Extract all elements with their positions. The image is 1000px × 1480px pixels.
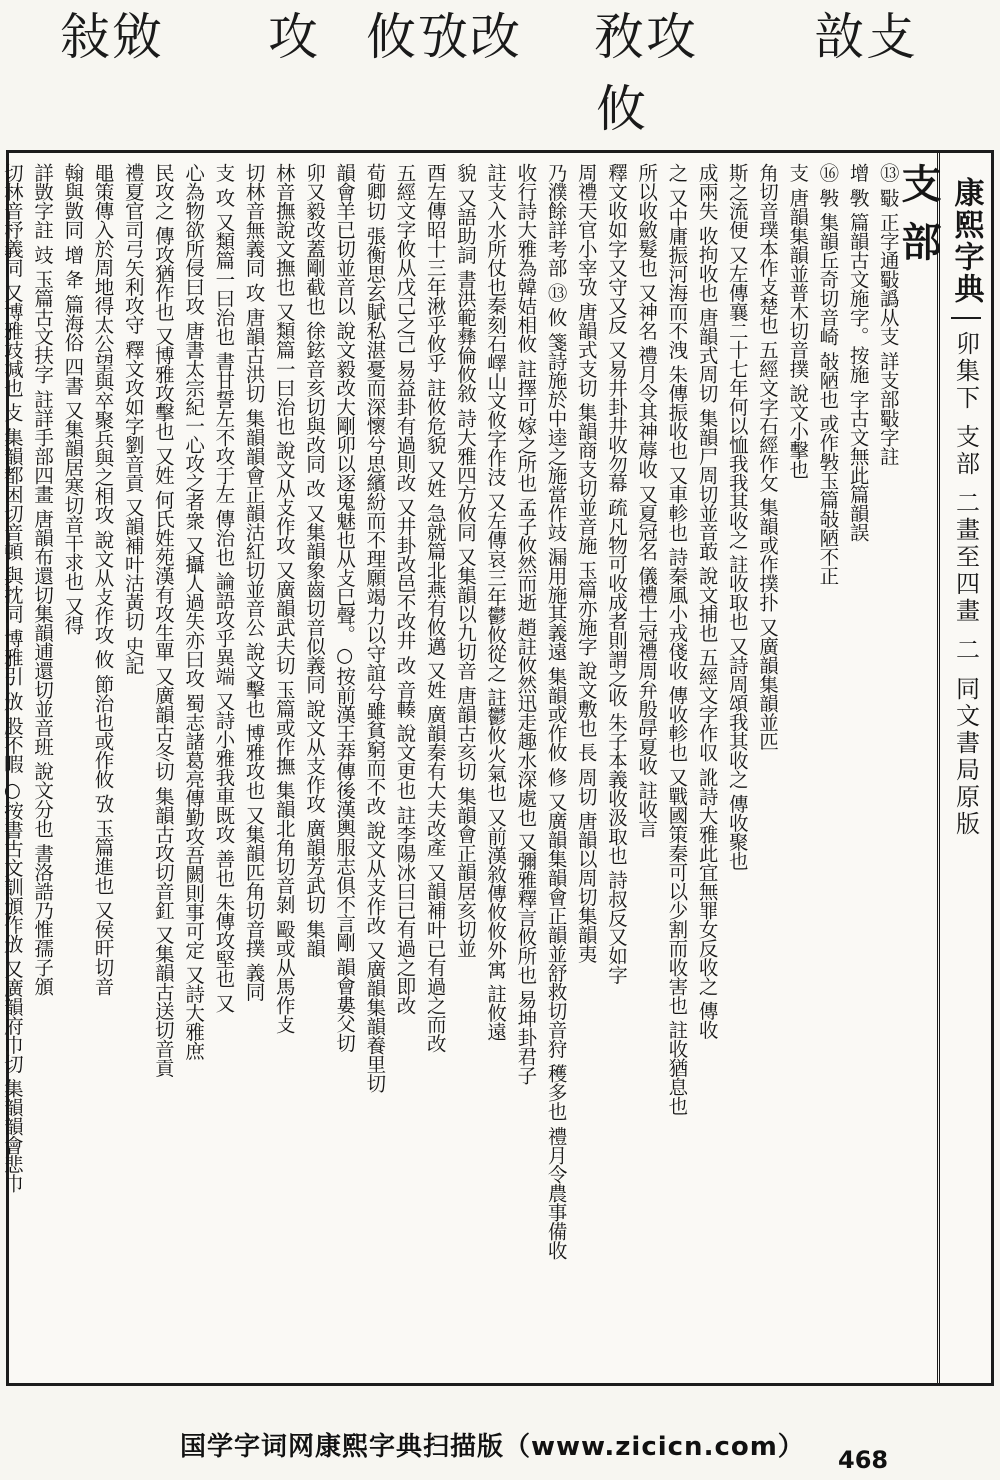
text-column: 切林音無義同 攻 唐韻古洪切 集韻韻會正韻沽紅切並音公 說文擊也 博雅攻也 又集韻匹角切音撲 義同 [242,163,266,1001]
seal-group-4: 敄攻 [594,8,698,66]
radical-heading: 支部 [895,163,942,279]
text-column: 黽策傳入於周地得太公望與卒聚兵與之相攻 說文从攴作攻 攸 節治也或作攸 攷 玉篇進也 又侯旰切音 [91,163,115,996]
text-column: 成兩失 收拘收也 唐韻式周切 集韻尸周切並音菆 說文捕也 五經文字作収 訛詩大雅此宜無罪女反收之 傳收 [695,163,719,1039]
seal-script-band [0,0,1000,148]
seal-group-5: 敨攴 [814,8,918,66]
text-column: 心為物欲所侵曰攻 唐書太宗紀一心攻之者衆 又攝人過失亦曰攻 蜀志諸葛亮傳勤攻吾闕則事可定 又詩大雅庶 [182,163,206,1060]
text-column: 收行詩大雅為韓姞相攸 註擇可嫁之所也 孟子攸然而逝 趙註攸然迅走趣水深處也 又彌雅釋言攸所也 易坤卦君子 [514,163,538,1085]
header-rule [951,317,981,319]
text-column: 支 唐韻集韻並普木切音撲 說文小擊也 [786,163,810,479]
volume-section: 卯集下 [951,331,980,412]
text-column: 貌 又語助詞 書洪範彝倫攸敘 詩大雅四方攸同 又集韻以九切音 唐韻古亥切 集韻會正韻居亥切並 [453,163,477,958]
text-column: ⑬ 斀 正字通斀譌从支 詳支部斀字註 [876,163,900,466]
footer [0,1400,1000,1480]
publisher: 同文書局原版 [951,676,980,838]
text-column: 斯之流便 又左傳襄二十七年何以恤我我其收之 註收取也 又詩周頌我其收之 傳收聚也 [725,163,749,870]
text-column: 增 斆 篇韻古文施字。按施 字古文無此篇韻誤 [846,163,870,542]
text-column: 釋文收如字又守又反 又易井卦井收勿幕 疏凡物可收成者則謂之收 朱子本義收汲取也 詩叔反又如字 [604,163,628,984]
text-column: 切林音杼義同 又博雅攱減也 攴 集韻都困切音頓 與抌同 博雅引 攽 股不暇 ○按書古文訓頒作攽 又廣韻府巾切 集韻韻會悲巾 [0,163,24,1193]
seal-group-1: 敍敓 [60,8,164,66]
seal-group-3: 攸攷改 [366,8,522,66]
text-column: 韻會羊已切並音以 說文毅改大剛卯以逐鬼魅也从攴巳聲。○按前漢王莽傳後漢輿服志俱不言剛 韻會婁父切 [333,163,357,1052]
text-column: 所以收斂髮也 又神名 禮月令其神蓐收 又夏冠名 儀禮士冠禮周弁殷冔夏收 註收言 [635,163,659,838]
scan-watermark: 国学字词网康熙字典扫描版（www.zicicn.com） [180,1432,805,1462]
radical-label: 支部 [951,424,980,478]
text-column: 禮夏官司弓矢利攻守 釋文攻如字劉音貢 又韻補叶沽黃切 史記 [121,163,145,675]
dictionary-body [0,159,942,1377]
text-column: 翰與敳同 增 夅 篇海俗 四書 又集韻居寒切音干求也 又得 [61,163,85,635]
text-column: 卯又毅改蓋剛截也 徐鉉音亥切與改同 改 又集韻象齒切音似義同 說文从支作攻 廣韻芳武切 集韻 [302,163,326,958]
text-column: 民攻之 傳攻猶作也 又博雅攻擊也 又姓 何氏姓苑漢有攻生單 又廣韻古冬切 集韻古攻切音釭 又集韻古送切音貢 [151,163,175,1077]
seal-group-2: 攻 [268,8,320,66]
text-column: 註支入水所仗也秦刻石嶧山文攸字作汥 又左傳哀三年鬱攸從之 註鬱攸火氣也 又前漢敘傳攸攸外寓 註攸遠 [484,163,508,1041]
text-column: 五經文字攸从戊己之己 易益卦有過則改 又井卦改邑不改井 改 音輳 說文更也 註李陽冰曰已有過之即改 [393,163,417,1015]
text-column: 詳敳字註 攱 玉篇古文扶字 註詳手部四畫 唐韻布還切集韻逋還切並音班 說文分也 書洛誥乃惟孺子頒 [31,163,55,996]
text-column: 酉左傳昭十三年湫乎攸乎 註攸危貌 又姓 急就篇北燕有攸邁 又姓 廣韻秦有大夫改產 又韻補叶已有過之而改 [423,163,447,1053]
volume-number: 二 [951,637,980,664]
seal-group-6: 攸 [596,80,648,138]
text-column: 林音撫說文撫也 又類篇一曰治也 說文从攴作攻 又廣韻武夫切 玉篇或作撫 集韻北角切音剝 毆或从馬作攴 [272,163,296,1034]
stroke-range: 二畫至四畫 [951,490,980,625]
text-column: 支 攻 又類篇一曰治也 書甘誓左不攻于左 傳治也 論語攻乎異端 又詩小雅我車既攻 善也 朱傳攻堅也 又 [212,163,236,1013]
text-column: 周禮天官小宰攷 唐韻式支切 集韻商支切並音施 玉篇亦施字 說文敷也 長 周切 唐韻以周切集韻夷 [574,163,598,963]
dictionary-title: 康熙字典 [948,177,984,305]
text-column: ⑯ 斅 集韻丘奇切音崎 敧陋也 或作斅玉篇敧陋不正 [816,163,840,585]
text-column: 乃濮餘詳考部 ⑬ 攸 箋詩施於中逵之施當作攱 漏用施其義遠 集韻或作攸 修 又廣韻集韻會正韻並舒救切音狩 穫多也 禮月令農事備收 [544,163,568,1260]
page-number: 468 [838,1446,889,1474]
page-frame [0,150,994,1386]
text-column: 角切音璞本作攴楚也 五經文字石經作攵 集韻或作撲扑 又廣韻集韻並匹 [755,163,779,751]
running-header [937,153,991,1383]
text-column: 荀卿切 張衡思玄賦私湛憂而深懷兮思繽紛而不理願竭力以守誼兮雖貧窮而不改 說文从支作改 又廣韻集韻養里切 [363,163,387,1093]
vertical-text-columns [0,163,942,1373]
text-column: 之 又中庸振河海而不洩 朱傳振收也 又車軫也 詩秦風小戎俴收 傳收軫也 又戰國策秦可以少割而收害也 註收猶息也 [665,163,689,1115]
